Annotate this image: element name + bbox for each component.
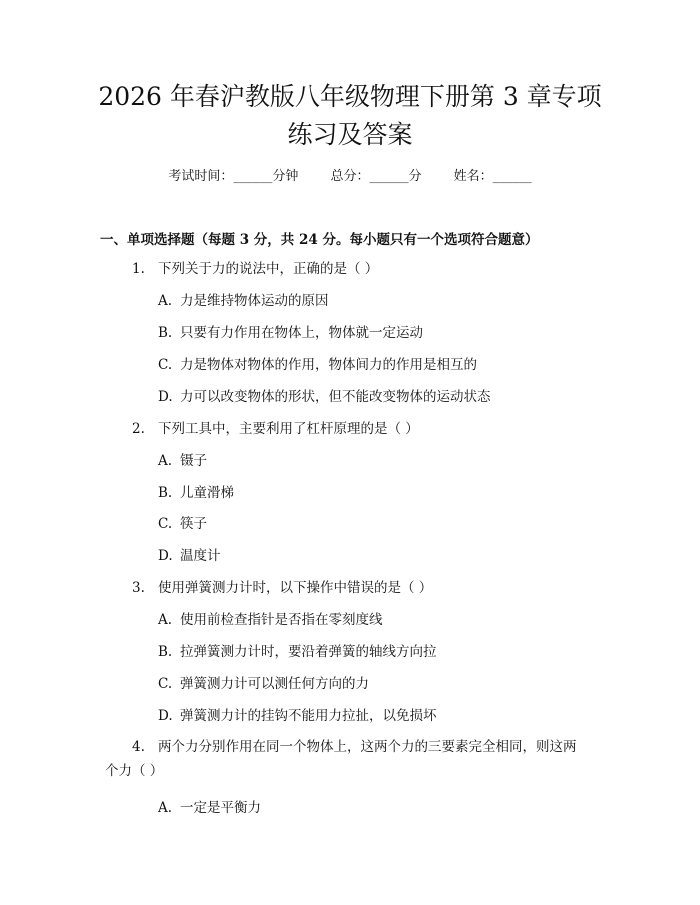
question-4 — [105, 735, 585, 783]
q3-option-c — [158, 673, 369, 695]
q2-option-c — [158, 513, 207, 535]
exam-time: 考试时间：______分钟 — [168, 169, 299, 184]
option-text: 筷子 — [180, 516, 207, 532]
q1-option-c — [158, 354, 477, 376]
q1-option-a — [158, 290, 329, 312]
question-number: 2. — [132, 421, 145, 437]
exam-info — [0, 168, 700, 186]
q3-option-d — [158, 705, 437, 727]
document-title — [60, 78, 640, 154]
option-letter: D. — [158, 548, 173, 564]
question-number: 4. — [132, 739, 145, 755]
total-score: 总分：______分 — [330, 169, 422, 184]
q3-option-a — [158, 609, 383, 631]
section-heading: 一、单项选择题（每题 3 分，共 24 分。每小题只有一个选项符合题意） — [100, 232, 539, 248]
option-text: 力是物体对物体的作用，物体间力的作用是相互的 — [180, 357, 477, 373]
question-number: 1. — [132, 261, 145, 277]
option-letter: C. — [158, 357, 173, 373]
option-letter: B. — [158, 325, 173, 341]
q1-option-d — [158, 386, 491, 408]
question-text: 使用弹簧测力计时，以下操作中错误的是（ ） — [158, 580, 433, 596]
option-letter: A. — [158, 293, 173, 309]
option-text: 镊子 — [180, 453, 207, 469]
question-3 — [132, 577, 432, 599]
option-text: 力是维持物体运动的原因 — [180, 293, 329, 309]
question-text: 下列关于力的说法中，正确的是（ ） — [158, 261, 379, 277]
question-text: 下列工具中，主要利用了杠杆原理的是（ ） — [158, 421, 419, 437]
q2-option-a — [158, 450, 207, 472]
option-letter: B. — [158, 485, 173, 501]
q4-option-a — [158, 797, 261, 819]
option-text: 拉弹簧测力计时，要沿着弹簧的轴线方向拉 — [180, 644, 437, 660]
q1-option-b — [158, 322, 423, 344]
option-letter: A. — [158, 612, 173, 628]
option-text: 力可以改变物体的形状，但不能改变物体的运动状态 — [180, 389, 491, 405]
option-letter: D. — [158, 389, 173, 405]
q2-option-b — [158, 482, 234, 504]
option-letter: A. — [158, 453, 173, 469]
option-text: 一定是平衡力 — [180, 800, 261, 816]
option-text: 只要有力作用在物体上，物体就一定运动 — [180, 325, 423, 341]
option-letter: B. — [158, 644, 173, 660]
option-letter: C. — [158, 516, 173, 532]
student-name: 姓名：______ — [453, 169, 532, 184]
q3-option-b — [158, 641, 437, 663]
option-text: 使用前检查指针是否指在零刻度线 — [180, 612, 383, 628]
option-letter: D. — [158, 708, 173, 724]
option-text: 弹簧测力计的挂钩不能用力拉扯，以免损坏 — [180, 708, 437, 724]
question-text: 两个力分别作用在同一个物体上，这两个力的三要素完全相同，则这两个力（ ） — [105, 739, 577, 779]
title-line-2: 练习及答案 — [287, 120, 413, 149]
option-text: 儿童滑梯 — [180, 485, 234, 501]
question-number: 3. — [132, 580, 145, 596]
option-text: 温度计 — [180, 548, 221, 564]
option-text: 弹簧测力计可以测任何方向的力 — [180, 676, 369, 692]
question-1 — [132, 258, 378, 280]
option-letter: A. — [158, 800, 173, 816]
title-line-1: 2026 年春沪教版八年级物理下册第 3 章专项 — [98, 82, 602, 111]
q2-option-d — [158, 545, 221, 567]
option-letter: C. — [158, 676, 173, 692]
question-2 — [132, 418, 419, 440]
